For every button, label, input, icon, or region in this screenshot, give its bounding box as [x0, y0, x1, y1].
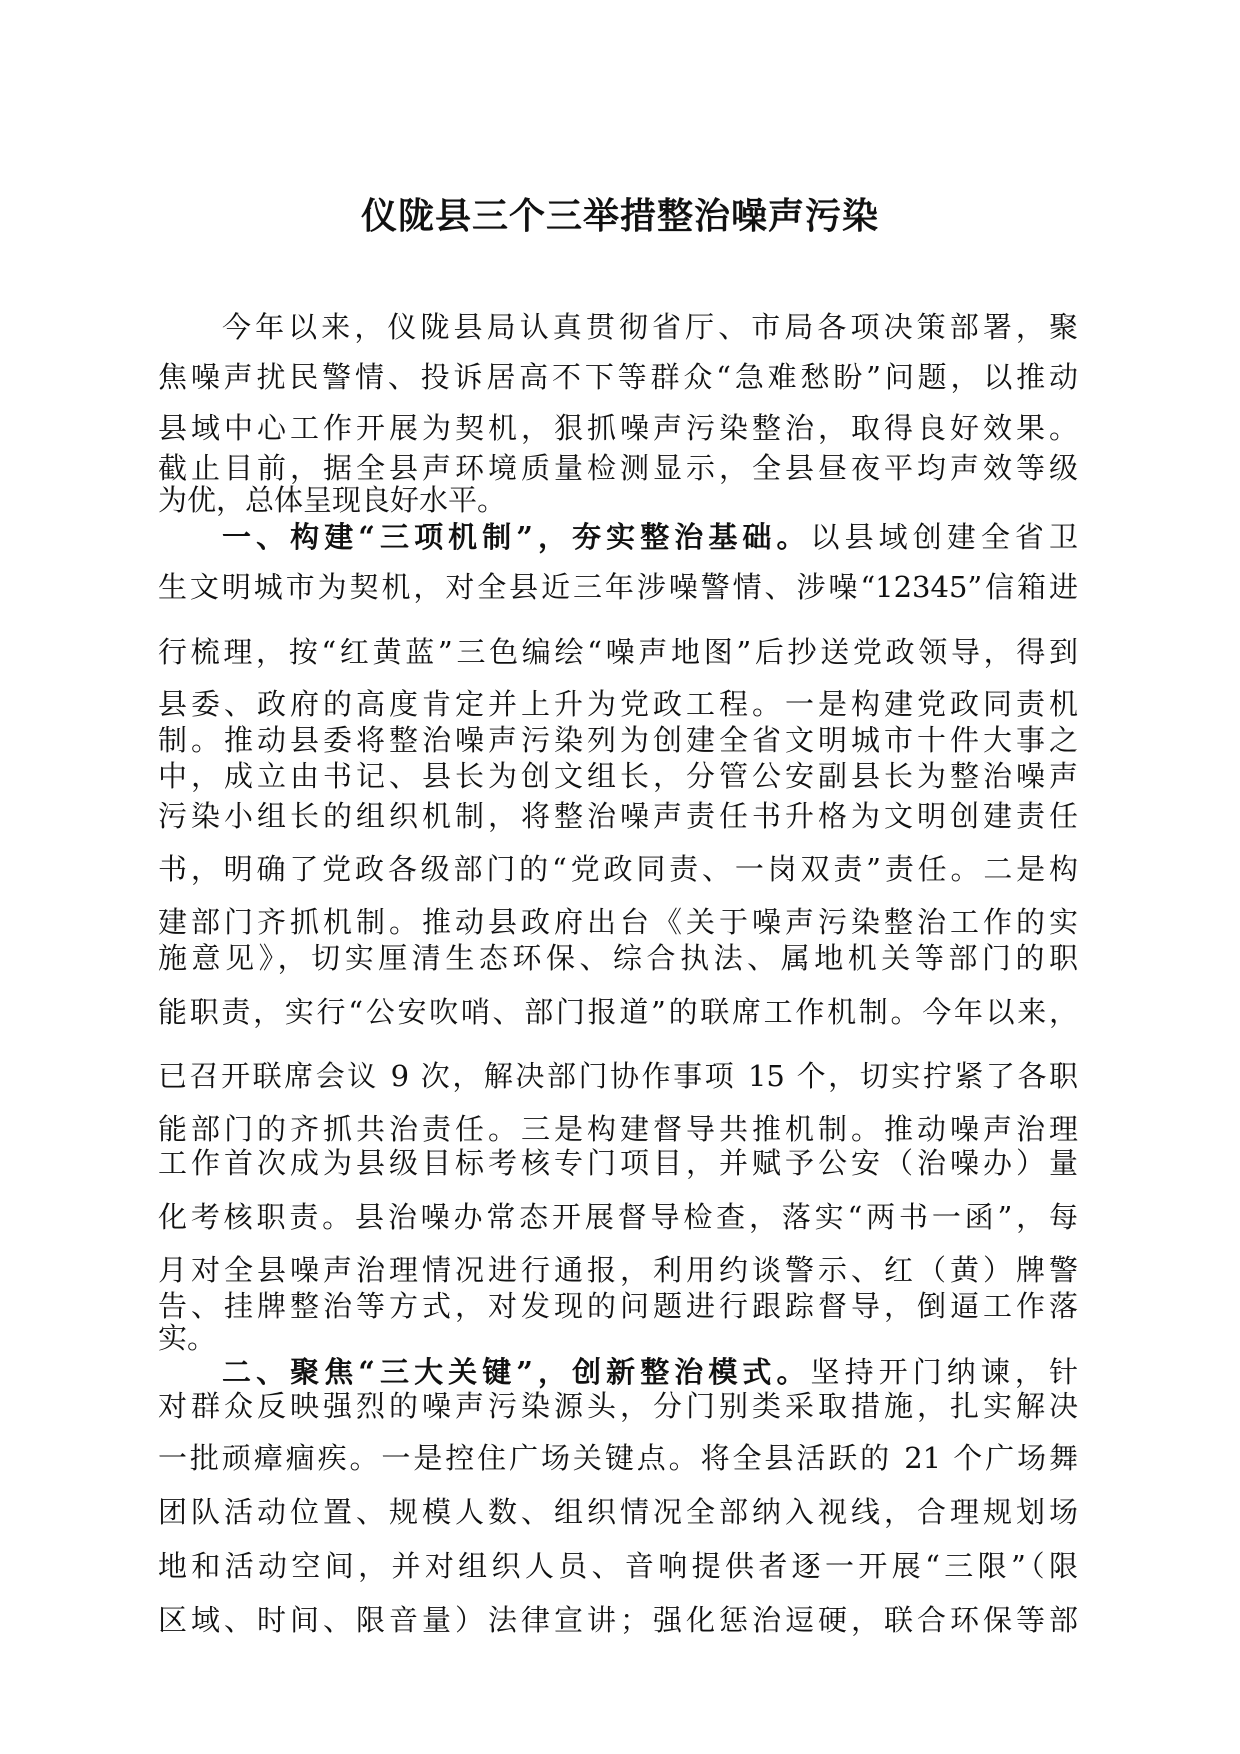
section-1-line: 县委、政府的高度肯定并上升为党政工程。一是构建党政同责机 [158, 687, 1078, 721]
section-1-line: 能部门的齐抓共治责任。三是构建督导共推机制。推动噪声治理 [158, 1112, 1078, 1146]
intro-line-5: 为优，总体呈现良好水平。 [158, 483, 507, 517]
section-1-line: 施意见》，切实厘清生态环保、综合执法、属地机关等部门的职 [158, 941, 1078, 975]
section-2-heading: 二、聚焦“三大关键”，创新整治模式。 [222, 1355, 811, 1389]
document-title: 仪陇县三个三举措整治噪声污染 [360, 195, 879, 237]
section-2-line: 团队活动位置、规模人数、组织情况全部纳入视线，合理规划场 [158, 1495, 1078, 1529]
section-1-line: 中，成立由书记、县长为创文组长，分管公安副县长为整治噪声 [158, 759, 1078, 793]
section-1-line: 已召开联席会议 9 次，解决部门协作事项 15 个，切实拧紧了各职 [158, 1059, 1078, 1093]
section-1-first-line [222, 515, 1078, 556]
intro-line-1: 今年以来，仪陇县局认真贯彻省厅、市局各项决策部署，聚 [222, 310, 1078, 344]
section-1-line: 书，明确了党政各级部门的“党政同责、一岗双责”责任。二是构 [158, 852, 1078, 886]
section-2-line: 一批顽瘴痼疾。一是控住广场关键点。将全县活跃的 21 个广场舞 [158, 1441, 1078, 1475]
intro-line-4: 截止目前，据全县声环境质量检测显示，全县昼夜平均声效等级 [158, 451, 1078, 485]
section-1-line: 制。推动县委将整治噪声污染列为创建全省文明城市十件大事之 [158, 723, 1078, 757]
section-1-heading: 一、构建“三项机制”，夯实整治基础。 [222, 520, 811, 554]
section-1-line: 月对全县噪声治理情况进行通报，利用约谈警示、红（黄）牌警 [158, 1253, 1078, 1287]
section-1-line: 化考核职责。县治噪办常态开展督导检查，落实“两书一函”，每 [158, 1200, 1078, 1234]
section-1-heading-rest: 以县域创建全省卫 [810, 520, 1078, 554]
section-2-line: 对群众反映强烈的噪声污染源头，分门别类采取措施，扎实解决 [158, 1389, 1078, 1423]
intro-line-3: 县域中心工作开展为契机，狠抓噪声污染整治，取得良好效果。 [158, 411, 1078, 445]
section-1-line: 行梳理，按“红黄蓝”三色编绘“噪声地图”后抄送党政领导，得到 [158, 635, 1078, 669]
section-2-heading-rest: 坚持开门纳谏，针 [810, 1355, 1078, 1389]
section-1-line: 能职责，实行“公安吹哨、部门报道”的联席工作机制。今年以来， [158, 995, 1078, 1029]
section-1-line: 建部门齐抓机制。推动县政府出台《关于噪声污染整治工作的实 [158, 905, 1078, 939]
intro-line-2: 焦噪声扰民警情、投诉居高不下等群众“急难愁盼”问题，以推动 [158, 360, 1078, 394]
section-1-line: 污染小组长的组织机制，将整治噪声责任书升格为文明创建责任 [158, 799, 1078, 833]
section-1-line: 工作首次成为县级目标考核专门项目，并赋予公安（治噪办）量 [158, 1146, 1078, 1180]
section-1-line: 实。 [158, 1321, 217, 1355]
section-1-line: 生文明城市为契机，对全县近三年涉噪警情、涉噪“12345”信箱进 [158, 570, 1078, 604]
section-1-line: 告、挂牌整治等方式，对发现的问题进行跟踪督导，倒逼工作落 [158, 1289, 1078, 1323]
section-2-line: 区域、时间、限音量）法律宣讲；强化惩治逗硬，联合环保等部 [158, 1603, 1078, 1637]
section-2-line: 地和活动空间，并对组织人员、音响提供者逐一开展“三限”（限 [158, 1549, 1078, 1583]
